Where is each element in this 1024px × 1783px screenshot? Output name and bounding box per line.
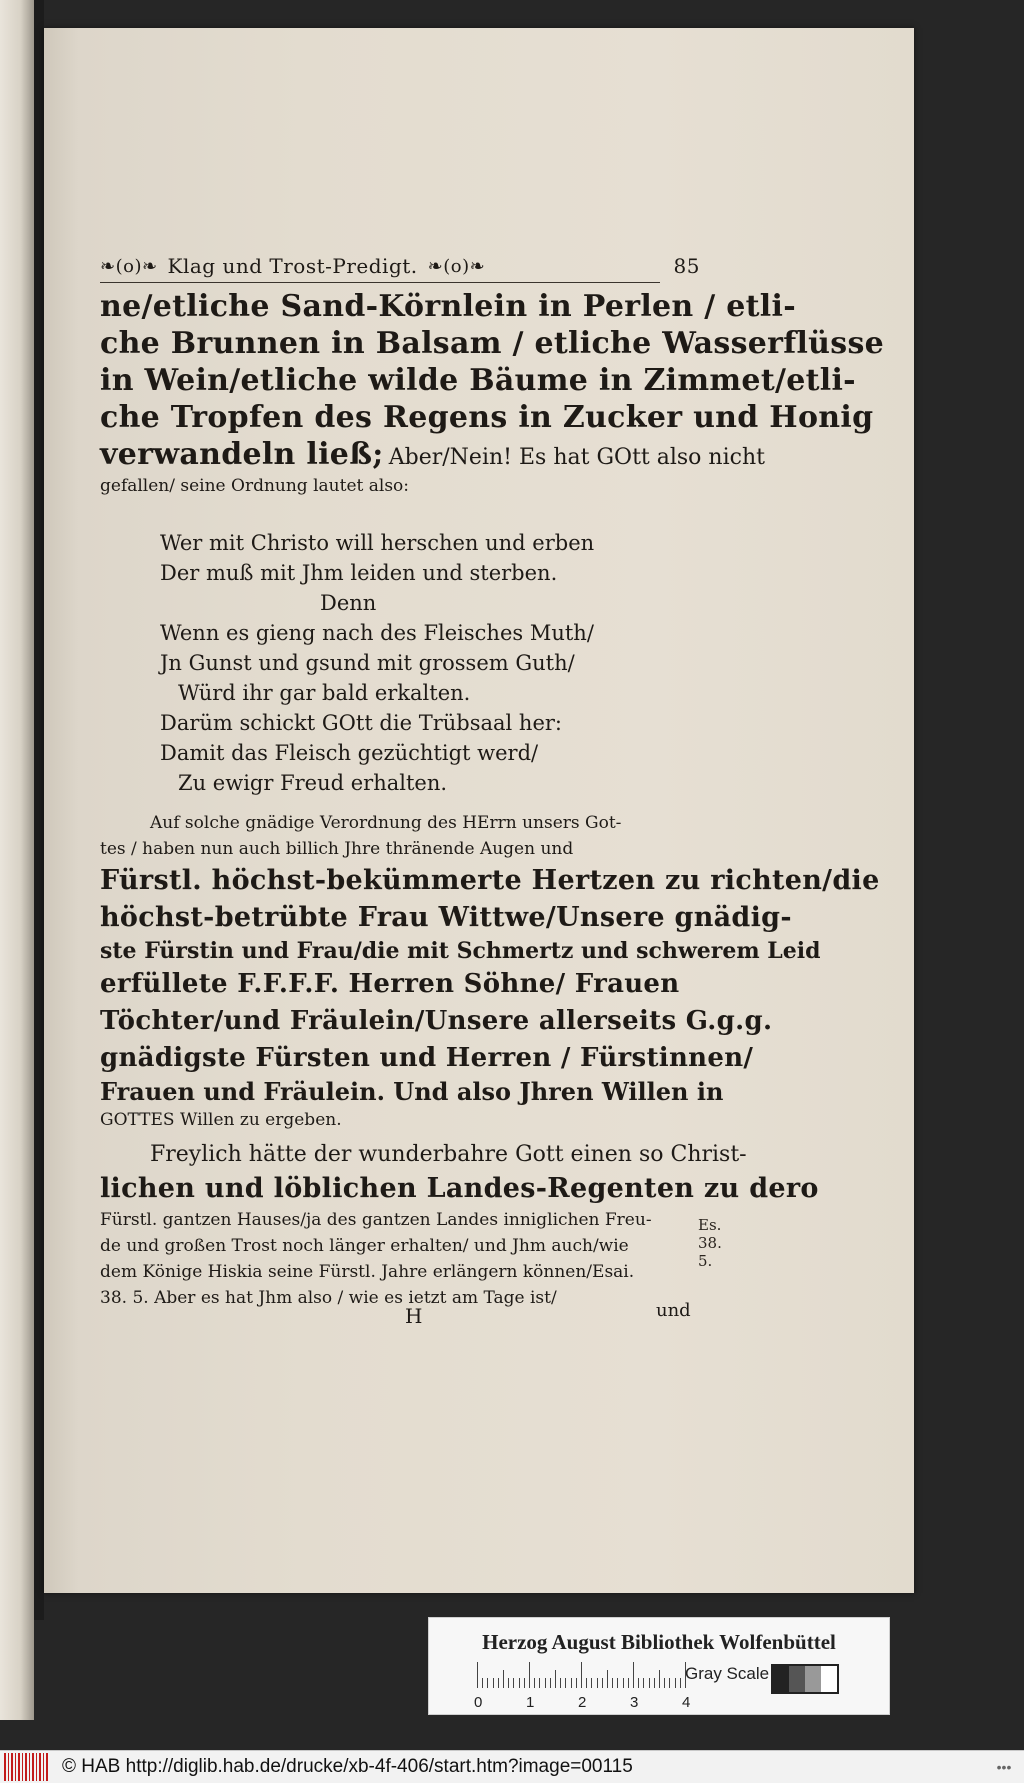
ruler-number: 0	[474, 1694, 483, 1711]
ruler-tick	[529, 1662, 530, 1688]
verse-line: Darüm schickt GOtt die Trübsaal her:	[160, 711, 562, 735]
ruler-tick	[565, 1678, 566, 1688]
ruler-tick	[623, 1678, 624, 1688]
text-line: ste Fürstin und Frau/die mit Schmertz und schwerem Leid	[100, 938, 821, 964]
text-line: che Tropfen des Regens in Zucker und Honig	[100, 400, 874, 435]
ruler-tick	[612, 1678, 613, 1688]
ruler-tick	[545, 1678, 546, 1688]
ruler-number: 2	[578, 1694, 587, 1711]
ruler-tick	[669, 1678, 670, 1688]
text-line: Freylich hätte der wunderbahre Gott einen so Christ-	[150, 1142, 747, 1167]
text-line: lichen und löblichen Landes-Regenten zu dero	[100, 1173, 819, 1204]
status-url[interactable]: © HAB http://diglib.hab.de/drucke/xb-4f-406/start.htm?image=00115	[62, 1756, 633, 1777]
ruler-tick	[513, 1678, 514, 1688]
ornament-left: ❧(o)❧	[100, 255, 158, 277]
head-rule	[100, 282, 660, 283]
ruler-tick	[482, 1678, 483, 1688]
verse-block	[160, 528, 594, 798]
page-text	[100, 250, 885, 1330]
text-line: gnädigste Fürsten und Herren / Fürstinnen/	[100, 1043, 754, 1073]
text-line: Fürstl. höchst-bekümmerte Hertzen zu richten/die	[100, 865, 880, 896]
ruler-tick	[519, 1678, 520, 1688]
gray-scale-label: Gray Scale	[685, 1664, 770, 1683]
ruler-number: 1	[526, 1694, 535, 1711]
ruler-tick	[477, 1662, 478, 1688]
margin-note: Es. 38. 5.	[698, 1216, 722, 1270]
ruler-tick	[675, 1678, 676, 1688]
hab-logo-icon	[4, 1753, 50, 1781]
verse-line: Wenn es gieng nach des Fleisches Muth/	[160, 621, 594, 645]
ruler-tick	[503, 1670, 504, 1688]
text-line-bold: verwandeln ließ;	[100, 437, 384, 472]
paragraph-1	[100, 288, 884, 499]
text-line: Töchter/und Fräulein/Unsere allerseits G.g.g.	[100, 1006, 773, 1036]
text-line-rest: Aber/Nein! Es hat GOtt also nicht	[388, 445, 765, 470]
ruler-number: 4	[682, 1694, 691, 1711]
swatch-white	[821, 1666, 837, 1692]
paragraph-2	[100, 810, 880, 1133]
ruler-tick	[617, 1678, 618, 1688]
text-line: höchst-betrübte Frau Wittwe/Unsere gnädig-	[100, 902, 792, 933]
verse-line: Jn Gunst und gsund mit grossem Guth/	[160, 651, 575, 675]
verse-line: Würd ihr gar bald erkalten.	[178, 681, 471, 705]
ruler-tick	[493, 1678, 494, 1688]
more-icon[interactable]: •••	[996, 1759, 1012, 1775]
catchword: und	[656, 1300, 691, 1321]
text-line: ne/etliche Sand-Körnlein in Perlen / etli-	[100, 289, 796, 324]
ruler-tick	[571, 1678, 572, 1688]
text-line: erfüllete F.F.F.F. Herren Söhne/ Frauen	[100, 969, 680, 999]
measurement-ruler	[477, 1662, 687, 1688]
ruler-tick	[602, 1678, 603, 1688]
ruler-tick	[633, 1662, 634, 1688]
page-number: 85	[673, 254, 700, 278]
ruler-tick	[576, 1678, 577, 1688]
text-line: Frauen und Fräulein. Und also Jhren Willen in	[100, 1077, 724, 1106]
ruler-tick	[487, 1678, 488, 1688]
ruler-tick	[534, 1678, 535, 1688]
running-title: Klag und Trost-Predigt.	[167, 254, 418, 278]
ruler-tick	[664, 1678, 665, 1688]
text-line: che Brunnen in Balsam / etliche Wasserflüsse	[100, 326, 885, 361]
running-head	[100, 250, 700, 282]
ruler-tick	[628, 1678, 629, 1688]
ruler-tick	[581, 1662, 582, 1688]
book-page	[44, 28, 914, 1593]
ruler-tick	[638, 1678, 639, 1688]
ruler-tick	[560, 1678, 561, 1688]
text-line: tes / haben nun auch billich Jhre thränende Augen und	[100, 839, 574, 859]
text-line: GOTTES Willen zu ergeben.	[100, 1110, 342, 1130]
ruler-tick	[654, 1678, 655, 1688]
ruler-tick	[597, 1678, 598, 1688]
verse-line: Wer mit Christo will herschen und erben	[160, 531, 595, 555]
verse-line: Der muß mit Jhm leiden und sterben.	[160, 561, 558, 585]
ornament-right: ❧(o)❧	[427, 255, 486, 277]
ruler-tick	[591, 1678, 592, 1688]
text-line: Fürstl. gantzen Hauses/ja des gantzen Landes inniglichen Freu-	[100, 1210, 652, 1230]
status-bar	[0, 1750, 1024, 1783]
swatch-dark	[789, 1666, 805, 1692]
ruler-tick	[498, 1678, 499, 1688]
ruler-tick	[643, 1678, 644, 1688]
text-line: 38. 5. Aber es hat Jhm also / wie es ietzt am Tage ist/	[100, 1288, 557, 1308]
verse-line: Damit das Fleisch gezüchtigt werd/	[160, 741, 539, 765]
ruler-number: 3	[630, 1694, 639, 1711]
ruler-tick	[550, 1678, 551, 1688]
text-line: dem Könige Hiskia seine Fürstl. Jahre erlängern können/Esai.	[100, 1262, 635, 1282]
text-line: in Wein/etliche wilde Bäume in Zimmet/etli-	[100, 363, 856, 398]
book-gutter	[34, 0, 44, 1620]
text-line: de und großen Trost noch länger erhalten/ und Jhm auch/wie	[100, 1236, 629, 1256]
color-reference-card	[428, 1617, 890, 1715]
ruler-tick	[586, 1678, 587, 1688]
text-line: Auf solche gnädige Verordnung des HErrn unsers Got-	[150, 813, 622, 833]
ruler-tick	[659, 1670, 660, 1688]
ruler-tick	[539, 1678, 540, 1688]
ruler-tick	[524, 1678, 525, 1688]
swatch-mid	[805, 1666, 821, 1692]
verse-line: Zu ewigr Freud erhalten.	[178, 771, 448, 795]
gray-scale-swatches	[771, 1664, 839, 1694]
text-line: gefallen/ seine Ordnung lautet also:	[100, 476, 410, 496]
ruler-tick	[649, 1678, 650, 1688]
previous-page-edge	[0, 0, 34, 1720]
card-title: Herzog August Bibliothek Wolfenbüttel	[482, 1630, 836, 1654]
verse-line: Denn	[320, 591, 377, 615]
signature-mark: H	[405, 1304, 423, 1328]
ruler-tick	[680, 1678, 681, 1688]
ruler-tick	[607, 1670, 608, 1688]
swatch-black	[773, 1666, 789, 1692]
ruler-tick	[508, 1678, 509, 1688]
ruler-tick	[555, 1670, 556, 1688]
